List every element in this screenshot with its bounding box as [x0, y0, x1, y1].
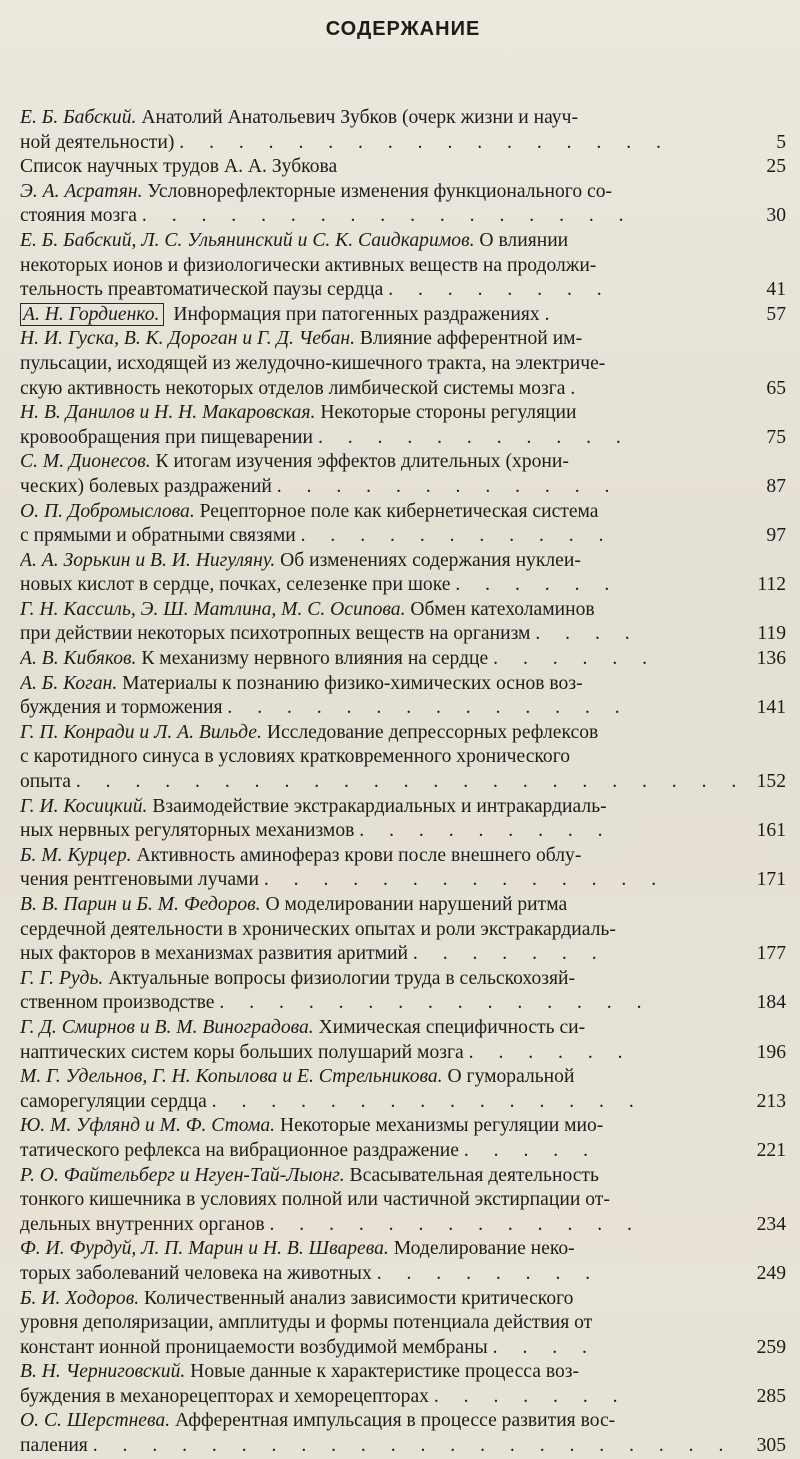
entry-title-text: тонкого кишечника в условиях полной или частичной экстирпации от-: [20, 1189, 610, 1211]
entry-page-number: 285: [756, 1385, 786, 1407]
toc-entry: [20, 844, 786, 893]
toc-entry-line: [20, 1114, 786, 1139]
entry-page-number: 305: [756, 1435, 786, 1457]
entry-title-text: кровообращения при пищеварении: [20, 426, 314, 448]
entry-title-text: Моделирование неко-: [393, 1238, 575, 1260]
entry-page-number: 87: [766, 475, 786, 497]
entry-page-number: 5: [776, 131, 786, 153]
entry-page-number: 41: [766, 279, 786, 301]
toc-entry: [20, 1065, 786, 1114]
toc-entry-line: [20, 1360, 786, 1385]
toc-entry-line: [20, 721, 786, 746]
entry-page-number: 221: [756, 1139, 786, 1161]
entry-authors: Б. И. Ходоров.: [20, 1287, 140, 1309]
entry-authors: Ф. И. Фурдуй, Л. П. Марин и Н. В. Шварева.: [20, 1238, 389, 1260]
dot-leader: .: [570, 377, 586, 399]
entry-title-text: ческих) болевых раздражений: [20, 475, 272, 497]
entry-authors: Е. Б. Бабский, Л. С. Ульянинский и С. К. Саидкаримов.: [20, 229, 475, 251]
toc-entry-line: [20, 967, 786, 992]
toc-entry: [20, 647, 786, 672]
entry-authors: Г. Д. Смирнов и В. М. Виноградова.: [20, 1016, 314, 1038]
entry-title-text: Исследование депрессорных рефлексов: [266, 721, 599, 743]
entry-title-text: с каротидного синуса в условиях кратковременного хронического: [20, 746, 571, 768]
entry-title-text: Взаимодействие экстракардиальных и интракардиаль-: [152, 795, 607, 817]
entry-page-number: 177: [756, 943, 786, 965]
entry-authors: А. Б. Коган.: [20, 672, 118, 694]
entry-title-text: ных нервных регуляторных механизмов: [20, 820, 355, 842]
toc-entry: [20, 180, 786, 229]
entry-page-number: 136: [756, 648, 786, 670]
dot-leader: . . . . . . . . . . . . . . . . .: [141, 205, 634, 227]
dot-leader: . . . . . . . . . . . .: [276, 475, 620, 497]
toc-entry-line: [20, 106, 786, 131]
entry-title-text: О моделировании нарушений ритма: [265, 894, 568, 915]
toc-entry: [20, 500, 786, 549]
entry-title-text: ных факторов в механизмах развития аритмий: [20, 943, 408, 965]
toc-entry-line: [20, 1311, 786, 1336]
entry-title-text: Материалы к познанию физико-химических основ воз-: [122, 672, 583, 694]
toc-entry-line: [20, 1385, 786, 1410]
entry-title-text: татического рефлекса на вибрационное раздражение: [20, 1139, 459, 1161]
entry-title-text: Обмен катехоламинов: [410, 598, 595, 620]
dot-leader: . . . . . . . .: [388, 279, 612, 301]
toc-entry-line: [20, 352, 786, 377]
toc-entry: [20, 967, 786, 1016]
entry-title-text: О гуморальной: [447, 1066, 575, 1088]
entry-title-text: чения рентгеновыми лучами: [20, 869, 259, 891]
toc-entry: [20, 549, 786, 598]
toc-entry: [20, 1409, 786, 1458]
toc-entry-line: [20, 1336, 786, 1361]
entry-title-text: ственном производстве: [20, 992, 215, 1014]
toc-entry-line: [20, 303, 786, 328]
toc-entry-line: [20, 549, 786, 574]
toc-entry: [20, 155, 786, 180]
entry-title-text: сердечной деятельности в хронических опытах и роли экстракардиаль-: [20, 918, 616, 940]
entry-title-text: Некоторые стороны регуляции: [320, 402, 577, 424]
dot-leader: . . . . . . . . . . . . .: [269, 1213, 642, 1235]
entry-title-text: К механизму нервного влияния на сердце: [141, 648, 489, 670]
entry-page-number: 161: [756, 820, 786, 842]
toc-entry-line: [20, 1188, 786, 1213]
toc-entry: [20, 450, 786, 499]
entry-authors: Р. О. Файтельберг и Нгуен-Тай-Лыонг.: [20, 1164, 345, 1186]
toc-entry: [20, 106, 786, 155]
toc-entry: [20, 1237, 786, 1286]
toc-entry-line: [20, 893, 786, 918]
toc-entry-line: [20, 1041, 786, 1066]
entry-title-text: Об изменениях содержания нуклеи-: [280, 549, 581, 571]
entry-authors: Э. А. Асратян.: [20, 180, 143, 202]
dot-leader: . . . . . . . . . . . . . . .: [211, 1090, 644, 1112]
entry-authors: А. А. Зорькин и В. И. Нигуляну.: [20, 549, 276, 571]
toc-entry-line: [20, 745, 786, 770]
entry-title-text: с прямыми и обратными связями: [20, 525, 296, 547]
dot-leader: . . . .: [492, 1336, 597, 1358]
entry-title-text: констант ионной проницаемости возбудимой мембраны: [20, 1336, 488, 1358]
entry-authors: С. М. Дионесов.: [20, 451, 151, 473]
entry-title-text: Химическая специфичность си-: [318, 1016, 586, 1038]
toc-entry-line: [20, 1237, 786, 1262]
entry-page-number: 259: [756, 1336, 786, 1358]
toc-entry-line: [20, 229, 786, 254]
toc-entry: [20, 893, 786, 967]
dot-leader: . . . . . . . . . . . . . . . . . . . . . .: [92, 1435, 734, 1457]
dot-leader: . . . . . . . . . . . . . .: [263, 869, 667, 891]
entry-title-text: саморегуляции сердца: [20, 1090, 207, 1112]
toc-entry: [20, 672, 786, 721]
entry-title-text: Всасывательная деятельность: [349, 1164, 599, 1186]
entry-page-number: 152: [756, 771, 786, 793]
toc-entry: [20, 598, 786, 647]
entry-page-number: 57: [766, 303, 786, 325]
toc-entry-line: [20, 1065, 786, 1090]
toc-entry: [20, 303, 786, 328]
toc-entry-line: [20, 942, 786, 967]
dot-leader: . . . . . . . . . . .: [317, 426, 631, 448]
entry-page-number: 141: [756, 697, 786, 719]
toc-entry-line: [20, 377, 786, 402]
toc-entry-line: [20, 254, 786, 279]
dot-leader: . . . . . . . .: [376, 1262, 601, 1284]
toc-entry-line: [20, 795, 786, 820]
toc-entry-line: [20, 647, 786, 672]
toc-entry: [20, 1164, 786, 1238]
entry-page-number: 213: [756, 1090, 786, 1112]
toc-entry-line: [20, 426, 786, 451]
toc-entry: [20, 795, 786, 844]
toc-entry: [20, 229, 786, 303]
toc-entry-line: [20, 844, 786, 869]
entry-title-text: уровня деполяризации, амплитуды и формы потенциала действия от: [20, 1312, 593, 1334]
toc-entry-line: [20, 500, 786, 525]
dot-leader: . . . . . . . . .: [359, 820, 613, 842]
entry-authors: Е. Б. Бабский.: [20, 107, 137, 128]
entry-authors: Н. В. Данилов и Н. Н. Макаровская.: [20, 402, 316, 424]
dot-leader: . . . . . . . . . . . . . . . . . . . . . . .: [75, 771, 747, 793]
dot-leader: . . . . . . . . . . . . . .: [227, 697, 630, 719]
entry-title-text: Некоторые механизмы регуляции мио-: [279, 1115, 604, 1137]
toc-entry: [20, 327, 786, 401]
toc-entry: [20, 1360, 786, 1409]
entry-title-text: Условнорефлекторные изменения функционального со-: [147, 180, 613, 202]
toc-entry-line: [20, 1016, 786, 1041]
toc-entry-line: [20, 918, 786, 943]
entry-page-number: 249: [756, 1262, 786, 1284]
dot-leader: . . . . . . . . . . . . . . . . .: [179, 131, 671, 153]
entry-title-text: наптических систем коры больших полушарий мозга: [20, 1041, 464, 1063]
entry-title-text: Актуальные вопросы физиологии труда в сельскохозяй-: [108, 967, 576, 989]
entry-page-number: 30: [766, 205, 786, 227]
entry-title-text: новых кислот в сердце, почках, селезенке при шоке: [20, 574, 451, 596]
entry-title-text: Афферентная импульсация в процессе развития вос-: [174, 1410, 616, 1432]
toc-entry-line: [20, 696, 786, 721]
toc-entry-line: [20, 819, 786, 844]
entry-authors: Б. М. Курцер.: [20, 844, 132, 866]
toc-entry-line: [20, 278, 786, 303]
toc-entry-line: [20, 1434, 786, 1459]
toc-entry-line: [20, 868, 786, 893]
entry-title-text: К итогам изучения эффектов длительных (хрони-: [155, 451, 569, 473]
dot-leader: .: [544, 303, 560, 325]
toc-entry-line: [20, 1139, 786, 1164]
entry-authors: Н. И. Гуска, В. К. Дороган и Г. Д. Чебан.: [20, 328, 355, 350]
toc-entry-line: [20, 131, 786, 156]
entry-authors: Г. П. Конради и Л. А. Вильде.: [20, 721, 262, 743]
toc-entry-line: [20, 1090, 786, 1115]
dot-leader: . . . . . . .: [433, 1385, 628, 1407]
toc-entry-line: [20, 524, 786, 549]
toc-entry-line: [20, 180, 786, 205]
entry-title-text: Анатолий Анатольевич Зубков (очерк жизни и науч-: [141, 107, 578, 128]
toc-entry-line: [20, 475, 786, 500]
entry-title-text: Рецепторное поле как кибернетическая система: [199, 500, 599, 522]
entry-authors: М. Г. Удельнов, Г. Н. Копылова и Е. Стрельникова.: [20, 1066, 443, 1088]
entry-authors: Ю. М. Уфлянд и М. Ф. Стома.: [20, 1115, 276, 1137]
entry-page-number: 171: [756, 869, 786, 891]
entry-page-number: 65: [766, 377, 786, 399]
entry-title-text: опыта: [20, 771, 71, 793]
entry-title-text: Влияние афферентной им-: [359, 328, 583, 350]
toc-entry: [20, 401, 786, 450]
entry-authors: Г. Н. Кассиль, Э. Ш. Матлина, М. С. Осипова.: [20, 598, 406, 620]
entry-title-text: стояния мозга: [20, 205, 137, 227]
toc-entry: [20, 1287, 786, 1361]
entry-title-text: Количественный анализ зависимости критического: [144, 1287, 574, 1309]
toc-entry-line: [20, 573, 786, 598]
entry-page-number: 112: [757, 574, 786, 596]
entry-title-text: тельность преавтоматической паузы сердца: [20, 279, 384, 301]
dot-leader: . . . . . .: [493, 648, 658, 670]
entry-title-text: Активность аминофераз крови после внешнего облу-: [136, 844, 582, 866]
toc-entry-line: [20, 401, 786, 426]
entry-title-text: Информация при патогенных раздражениях: [173, 303, 540, 325]
entry-authors: А. В. Кибяков.: [20, 648, 137, 670]
entry-authors: Г. И. Косицкий.: [20, 795, 148, 817]
entry-page-number: 97: [766, 525, 786, 547]
entry-title-text: при действии некоторых психотропных веществ на организм: [20, 623, 531, 645]
entry-page-number: 184: [756, 992, 786, 1014]
entry-authors: А. Н. Гордиенко.: [20, 303, 164, 326]
entry-title-text: буждения и торможения: [20, 697, 223, 719]
toc-entry-line: [20, 672, 786, 697]
toc-entry-line: [20, 622, 786, 647]
toc-entry-line: [20, 1409, 786, 1434]
entry-authors: Г. Г. Рудь.: [20, 967, 104, 989]
toc-entry-line: [20, 450, 786, 475]
entry-title-text: дельных внутренних органов: [20, 1213, 265, 1235]
entry-page-number: 75: [766, 426, 786, 448]
toc-entry-line: [20, 1213, 786, 1238]
dot-leader: . . . . . . .: [412, 943, 607, 965]
toc-entry: [20, 721, 786, 795]
toc-entry-line: [20, 1164, 786, 1189]
entry-title-text: торых заболеваний человека на животных: [20, 1262, 372, 1284]
toc-entry-line: [20, 598, 786, 623]
entry-title-text: пульсации, исходящей из желудочно-кишечного тракта, на электриче-: [20, 352, 606, 374]
entry-authors: О. П. Добромыслова.: [20, 500, 195, 522]
page-title: СОДЕРЖАНИЕ: [325, 18, 481, 40]
toc-entry-line: [20, 204, 786, 229]
dot-leader: . . . . . . . . . . .: [300, 525, 614, 547]
entry-title-text: скую активность некоторых отделов лимбической системы мозга: [20, 377, 566, 399]
entry-title-text: паления: [20, 1435, 88, 1457]
entry-title-text: О влиянии: [479, 229, 569, 251]
entry-page-number: 25: [766, 156, 786, 178]
table-of-contents: [20, 106, 786, 1459]
entry-title-text: Новые данные к характеристике процесса воз-: [190, 1361, 580, 1383]
toc-entry: [20, 1114, 786, 1163]
entry-title-text: ной деятельности): [20, 131, 175, 153]
entry-page-number: 119: [757, 623, 786, 645]
toc-entry-line: [20, 991, 786, 1016]
toc-entry-line: [20, 1262, 786, 1287]
toc-entry: [20, 1016, 786, 1065]
dot-leader: . . . . .: [463, 1139, 598, 1161]
entry-authors: О. С. Шерстнева.: [20, 1410, 171, 1432]
dot-leader: . . . . . .: [468, 1041, 633, 1063]
entry-authors: В. Н. Черниговский.: [20, 1361, 186, 1383]
entry-title-text: буждения в механорецепторах и хеморецепторах: [20, 1385, 429, 1407]
toc-entry-line: [20, 327, 786, 352]
dot-leader: . . . .: [535, 623, 640, 645]
dot-leader: . . . . . . . . . . . . . . .: [219, 992, 652, 1014]
entry-page-number: 196: [756, 1041, 786, 1063]
toc-entry-line: [20, 1287, 786, 1312]
entry-authors: В. В. Парин и Б. М. Федоров.: [20, 894, 261, 915]
entry-title-text: Список научных трудов А. А. Зубкова: [20, 156, 338, 178]
toc-entry-line: [20, 770, 786, 795]
dot-leader: . . . . . .: [455, 574, 620, 596]
toc-entry-line: [20, 155, 786, 180]
entry-page-number: 234: [756, 1213, 786, 1235]
entry-title-text: некоторых ионов и физиологически активных веществ на продолжи-: [20, 254, 597, 276]
